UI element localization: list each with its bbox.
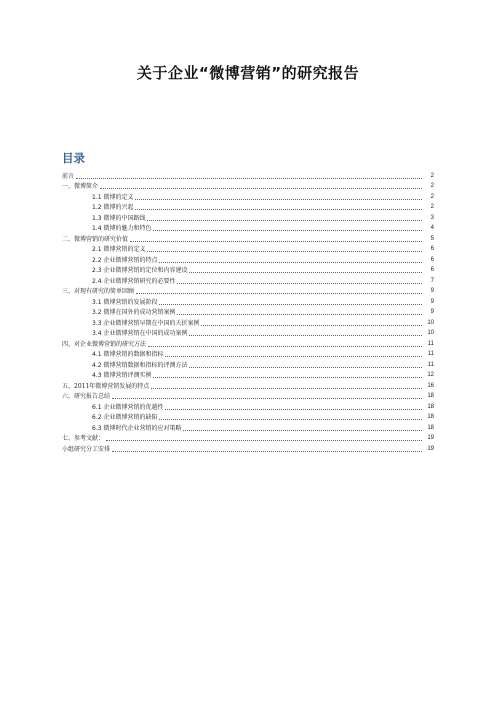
toc-entry-title: 三、对现有研究的简单回顾	[62, 288, 135, 295]
toc-dot-leader	[130, 241, 422, 242]
toc-page-number: 4	[430, 225, 434, 231]
toc-dot-leader	[159, 262, 422, 263]
toc-entry-title: 6.3 微博时代企业营销的应对策略	[92, 424, 182, 432]
toc-dot-leader	[100, 188, 422, 189]
table-of-contents	[62, 169, 434, 453]
toc-entry-title: 小组研究分工安排	[62, 445, 111, 453]
toc-entry[interactable]	[62, 180, 434, 191]
toc-entry[interactable]	[62, 274, 434, 285]
toc-entry[interactable]	[62, 222, 434, 233]
toc-entry-title: 4.3 微博营销评测实例	[92, 372, 152, 379]
toc-entry-title: 6.1 企业微博营销的优越性	[92, 403, 164, 411]
toc-page-number: 11	[427, 351, 434, 357]
toc-page-number: 9	[430, 288, 434, 294]
toc-entry[interactable]	[62, 285, 434, 296]
toc-dot-leader	[153, 230, 422, 231]
toc-entry[interactable]	[62, 442, 434, 453]
toc-dot-leader	[165, 409, 422, 410]
toc-page-number: 2	[430, 183, 434, 189]
toc-dot-leader	[147, 220, 422, 221]
toc-page-number: 18	[427, 414, 434, 420]
toc-entry[interactable]	[62, 421, 434, 432]
toc-entry[interactable]	[62, 295, 434, 306]
toc-page-number: 7	[430, 277, 434, 284]
toc-page-number: 18	[427, 424, 434, 431]
toc-entry[interactable]	[62, 306, 434, 317]
toc-entry-title: 3.4 企业微博营销在中国的成功案例	[92, 330, 188, 337]
toc-dot-leader	[112, 451, 422, 452]
toc-dot-leader	[153, 377, 422, 378]
toc-entry-title: 3.3 企业微博营销早期在中国的夭折案例	[92, 319, 200, 327]
toc-entry-title: 2.4 企业微博营销研究的必要性	[92, 277, 176, 285]
toc-entry[interactable]	[62, 264, 434, 275]
toc-page-number: 19	[427, 435, 434, 441]
toc-entry-title: 1.4 微博的魅力和特色	[92, 225, 152, 232]
toc-page-number: 16	[427, 382, 434, 389]
toc-entry-title: 3.1 微博营销的发展阶段	[92, 298, 158, 306]
toc-entry[interactable]	[62, 327, 434, 338]
toc-entry-title: 4.1 微博营销的数据和指标	[92, 351, 164, 358]
toc-entry-title: 一、微博简介	[62, 183, 99, 190]
toc-entry-title: 1.1 微博的定义	[92, 193, 134, 201]
toc-entry[interactable]	[62, 369, 434, 380]
toc-entry-title: 2.2 企业微博营销的特点	[92, 256, 158, 264]
toc-entry[interactable]	[62, 253, 434, 264]
toc-page-number: 3	[430, 214, 434, 221]
toc-page-number: 19	[427, 445, 434, 452]
toc-dot-leader	[159, 419, 422, 420]
toc-entry[interactable]	[62, 243, 434, 254]
toc-dot-leader	[165, 356, 422, 357]
toc-entry-title: 4.2 微博营销数据和指标的评测方法	[92, 361, 188, 369]
toc-entry-title: 6.2 企业微博营销的缺陷	[92, 414, 158, 421]
toc-dot-leader	[177, 283, 422, 284]
toc-entry[interactable]	[62, 390, 434, 401]
toc-entry[interactable]	[62, 316, 434, 327]
toc-dot-leader	[183, 430, 422, 431]
toc-entry-title: 五、2011年微博营销发展的特点	[62, 382, 150, 390]
toc-entry-title: 四、对企业微博营销的研究方法	[62, 340, 147, 348]
document-title: 关于企业“微博营销”的研究报告	[136, 64, 360, 82]
toc-dot-leader	[148, 346, 422, 347]
toc-page-number: 10	[427, 319, 434, 326]
toc-dot-leader	[159, 304, 422, 305]
toc-entry-title: 3.2 微博在国外的成功营销案例	[92, 309, 176, 316]
toc-entry[interactable]	[62, 348, 434, 359]
toc-page-number: 18	[427, 393, 434, 399]
toc-page-number: 6	[430, 267, 434, 273]
toc-page-number: 9	[430, 298, 434, 305]
toc-entry-title: 前言	[62, 172, 75, 180]
toc-entry[interactable]	[62, 432, 434, 443]
toc-entry-title: 2.1 微博营销的定义	[92, 246, 146, 253]
toc-entry[interactable]	[62, 232, 434, 243]
toc-page-number: 10	[427, 330, 434, 336]
toc-page-number: 11	[427, 361, 434, 368]
toc-page-number: 6	[430, 246, 434, 252]
toc-dot-leader	[76, 178, 422, 179]
toc-page-number: 2	[430, 193, 434, 200]
toc-entry-title: 二、微博营销的研究价值	[62, 235, 129, 243]
toc-heading: 目录	[62, 151, 85, 165]
toc-dot-leader	[189, 367, 422, 368]
toc-entry[interactable]	[62, 379, 434, 390]
toc-entry-title: 六、研究报告总结	[62, 393, 111, 400]
toc-page-number: 2	[430, 204, 434, 210]
toc-dot-leader	[135, 209, 422, 210]
toc-page-number: 6	[430, 256, 434, 263]
toc-entry[interactable]	[62, 400, 434, 411]
toc-entry[interactable]	[62, 201, 434, 212]
toc-page-number: 2	[430, 172, 434, 179]
toc-dot-leader	[201, 325, 422, 326]
toc-entry-title: 七、参考文献：	[62, 435, 105, 442]
toc-entry-title: 2.3 企业微博营销的定位和内容建设	[92, 267, 188, 274]
toc-page-number: 5	[430, 235, 434, 242]
toc-dot-leader	[135, 199, 422, 200]
toc-dot-leader	[147, 251, 422, 252]
toc-entry[interactable]	[62, 211, 434, 222]
toc-entry-title: 1.2 微博的兴起	[92, 204, 134, 211]
toc-page-number: 18	[427, 403, 434, 410]
toc-entry-title: 1.3 微博的中国路线	[92, 214, 146, 222]
toc-entry[interactable]	[62, 411, 434, 422]
toc-dot-leader	[106, 440, 422, 441]
toc-entry[interactable]	[62, 169, 434, 180]
toc-entry[interactable]	[62, 190, 434, 201]
toc-page-number: 9	[430, 309, 434, 315]
toc-entry[interactable]	[62, 358, 434, 369]
toc-page-number: 11	[427, 340, 434, 347]
toc-page-number: 12	[427, 372, 434, 378]
toc-dot-leader	[189, 335, 422, 336]
toc-dot-leader	[112, 398, 422, 399]
toc-dot-leader	[189, 272, 422, 273]
toc-dot-leader	[177, 314, 422, 315]
toc-dot-leader	[151, 388, 422, 389]
toc-entry[interactable]	[62, 337, 434, 348]
toc-dot-leader	[136, 293, 422, 294]
